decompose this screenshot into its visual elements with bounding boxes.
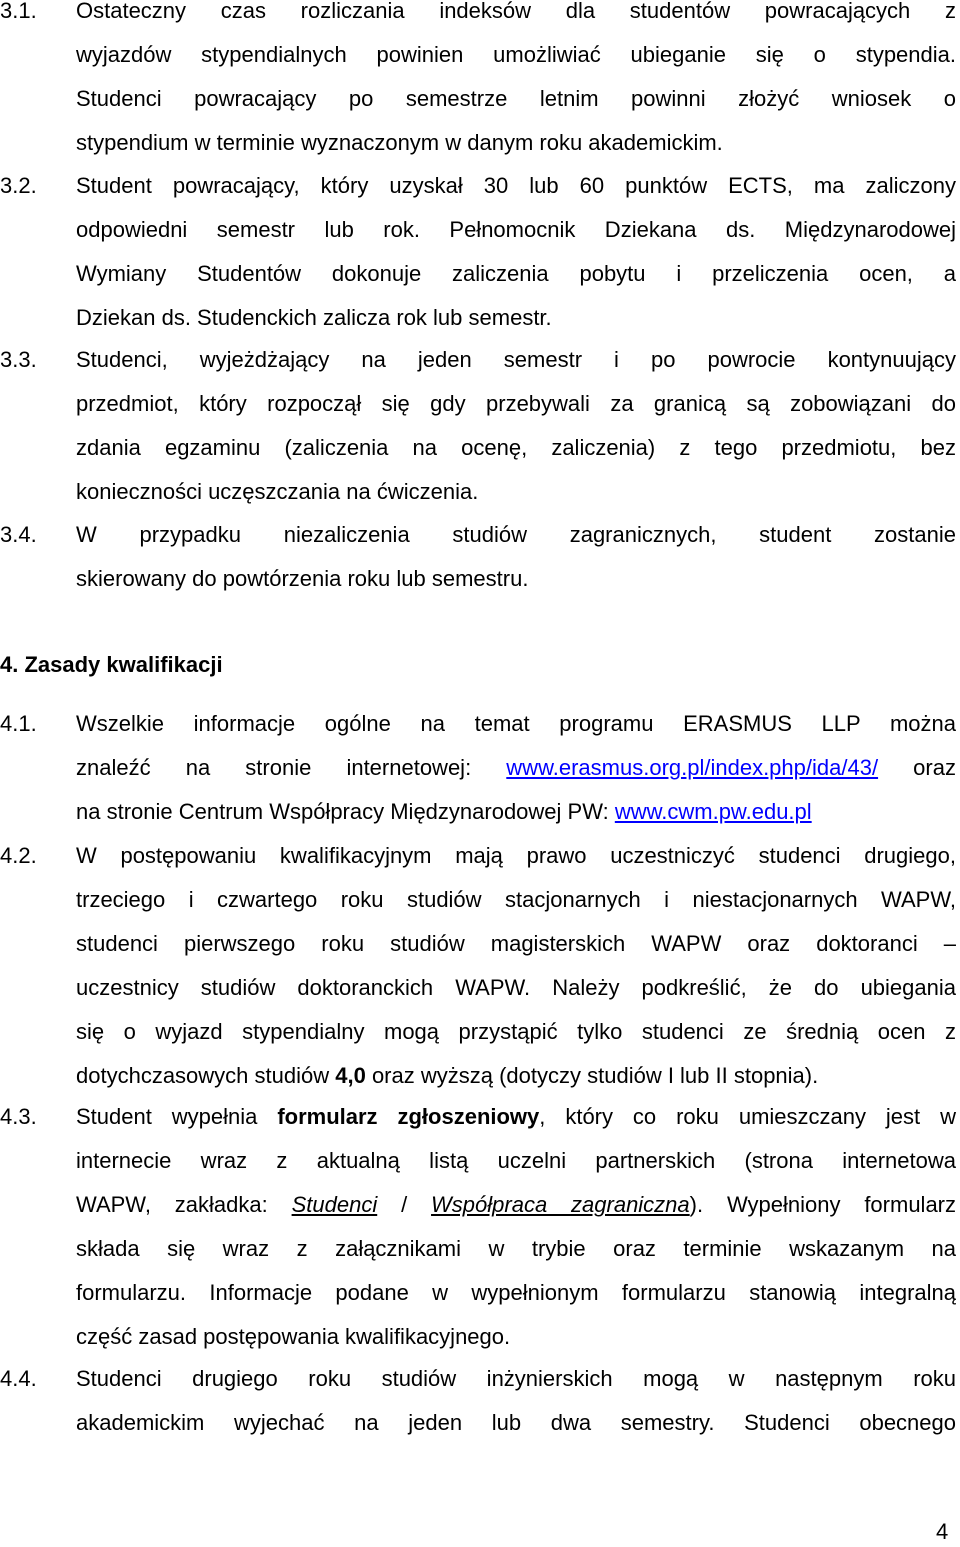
text-line (76, 790, 956, 834)
text-line: W przypadku niezaliczenia studiów zagranicznych, student zostanie (76, 522, 956, 547)
text-line: Studenci drugiego roku studiów inżynierskich mogą w następnym roku (76, 1366, 956, 1391)
text-line: Wszelkie informacje ogólne na temat programu ERASMUS LLP można (76, 711, 956, 736)
text-line: Student powracający, który uzyskał 30 lub 60 punktów ECTS, ma zaliczony (76, 173, 956, 198)
text-line: zdania egzaminu (zaliczenia na ocenę, zaliczenia) z tego przedmiotu, bez (76, 435, 956, 460)
text-run: , który co roku umieszczany jest w (539, 1104, 956, 1129)
paragraph-number: 4.1. (0, 711, 37, 736)
text-line: część zasad postępowania kwalifikacyjnego. (76, 1324, 511, 1349)
text-line (76, 1054, 956, 1098)
text-line: Ostateczny czas rozliczania indeksów dla studentów powracających z (76, 0, 956, 23)
wspolpraca-tab-reference: Współpraca zagraniczna (431, 1192, 690, 1217)
text-line: Studenci, wyjeżdżający na jeden semestr i po powrocie kontynuujący (76, 347, 956, 372)
text-line: Studenci powracający po semestrze letnim powinni złożyć wniosek o (76, 86, 956, 111)
section-heading: 4. Zasady kwalifikacji (0, 652, 223, 677)
text-line: odpowiedni semestr lub rok. Pełnomocnik Dziekana ds. Międzynarodowej (76, 217, 956, 242)
text-run: znaleźć na stronie internetowej: (76, 755, 507, 780)
text-line: studenci pierwszego roku studiów magisterskich WAPW oraz doktoranci – (76, 931, 956, 956)
bold-text: formularz zgłoszeniowy (277, 1104, 540, 1129)
text-line (76, 746, 956, 790)
text-run: na stronie Centrum Współpracy Międzynarodowej PW: (76, 799, 615, 824)
text-run: ). Wypełniony formularz (689, 1192, 957, 1217)
page-number: 4 (936, 1519, 949, 1544)
bold-text: 4,0 (335, 1063, 366, 1088)
text-line: W postępowaniu kwalifikacyjnym mają prawo uczestniczyć studenci drugiego, (76, 843, 956, 868)
text-line: akademickim wyjechać na jeden lub dwa semestry. Studenci obecnego (76, 1410, 956, 1435)
text-line: trzeciego i czwartego roku studiów stacjonarnych i niestacjonarnych WAPW, (76, 887, 956, 912)
text-line: stypendium w terminie wyznaczonym w danym roku akademickim. (76, 130, 723, 155)
text-run: oraz wyższą (dotyczy studiów I lub II stopnia). (365, 1063, 819, 1088)
text-run: / (377, 1192, 432, 1217)
paragraph-number: 4.3. (0, 1104, 37, 1129)
paragraph-number: 3.1. (0, 0, 37, 23)
text-line: internecie wraz z aktualną listą uczelni partnerskich (strona internetowa (76, 1148, 956, 1173)
text-line (76, 1183, 956, 1227)
text-line: się o wyjazd stypendialny mogą przystąpić tylko studenci ze średnią ocen z (76, 1019, 956, 1044)
cwm-link[interactable]: www.cwm.pw.edu.pl (614, 799, 812, 824)
text-line: wyjazdów stypendialnych powinien umożliwiać ubieganie się o stypendia. (76, 42, 956, 67)
text-line: Wymiany Studentów dokonuje zaliczenia pobytu i przeliczenia ocen, a (76, 261, 956, 286)
text-line: konieczności uczęszczania na ćwiczenia. (76, 479, 479, 504)
paragraph-number: 3.4. (0, 522, 37, 547)
text-line (76, 1095, 956, 1139)
text-run: dotychczasowych studiów (76, 1063, 336, 1088)
paragraph-number: 3.3. (0, 347, 37, 372)
erasmus-link[interactable]: www.erasmus.org.pl/index.php/ida/43/ (506, 755, 879, 780)
studenci-tab-reference: Studenci (291, 1192, 378, 1217)
text-line: uczestnicy studiów doktoranckich WAPW. Należy podkreślić, że do ubiegania (76, 975, 956, 1000)
text-run: oraz (878, 755, 956, 780)
text-line: skierowany do powtórzenia roku lub semestru. (76, 566, 529, 591)
text-line: składa się wraz z załącznikami w trybie oraz terminie wskazanym na (76, 1236, 956, 1261)
paragraph-number: 3.2. (0, 173, 37, 198)
text-run: Student wypełnia (76, 1104, 278, 1129)
paragraph-number: 4.4. (0, 1366, 37, 1391)
text-line: przedmiot, który rozpoczął się gdy przebywali za granicą są zobowiązani do (76, 391, 956, 416)
text-run: WAPW, zakładka: (76, 1192, 292, 1217)
text-line: Dziekan ds. Studenckich zalicza rok lub semestr. (76, 305, 552, 330)
paragraph-number: 4.2. (0, 843, 37, 868)
text-line: formularzu. Informacje podane w wypełnionym formularzu stanowią integralną (76, 1280, 956, 1305)
